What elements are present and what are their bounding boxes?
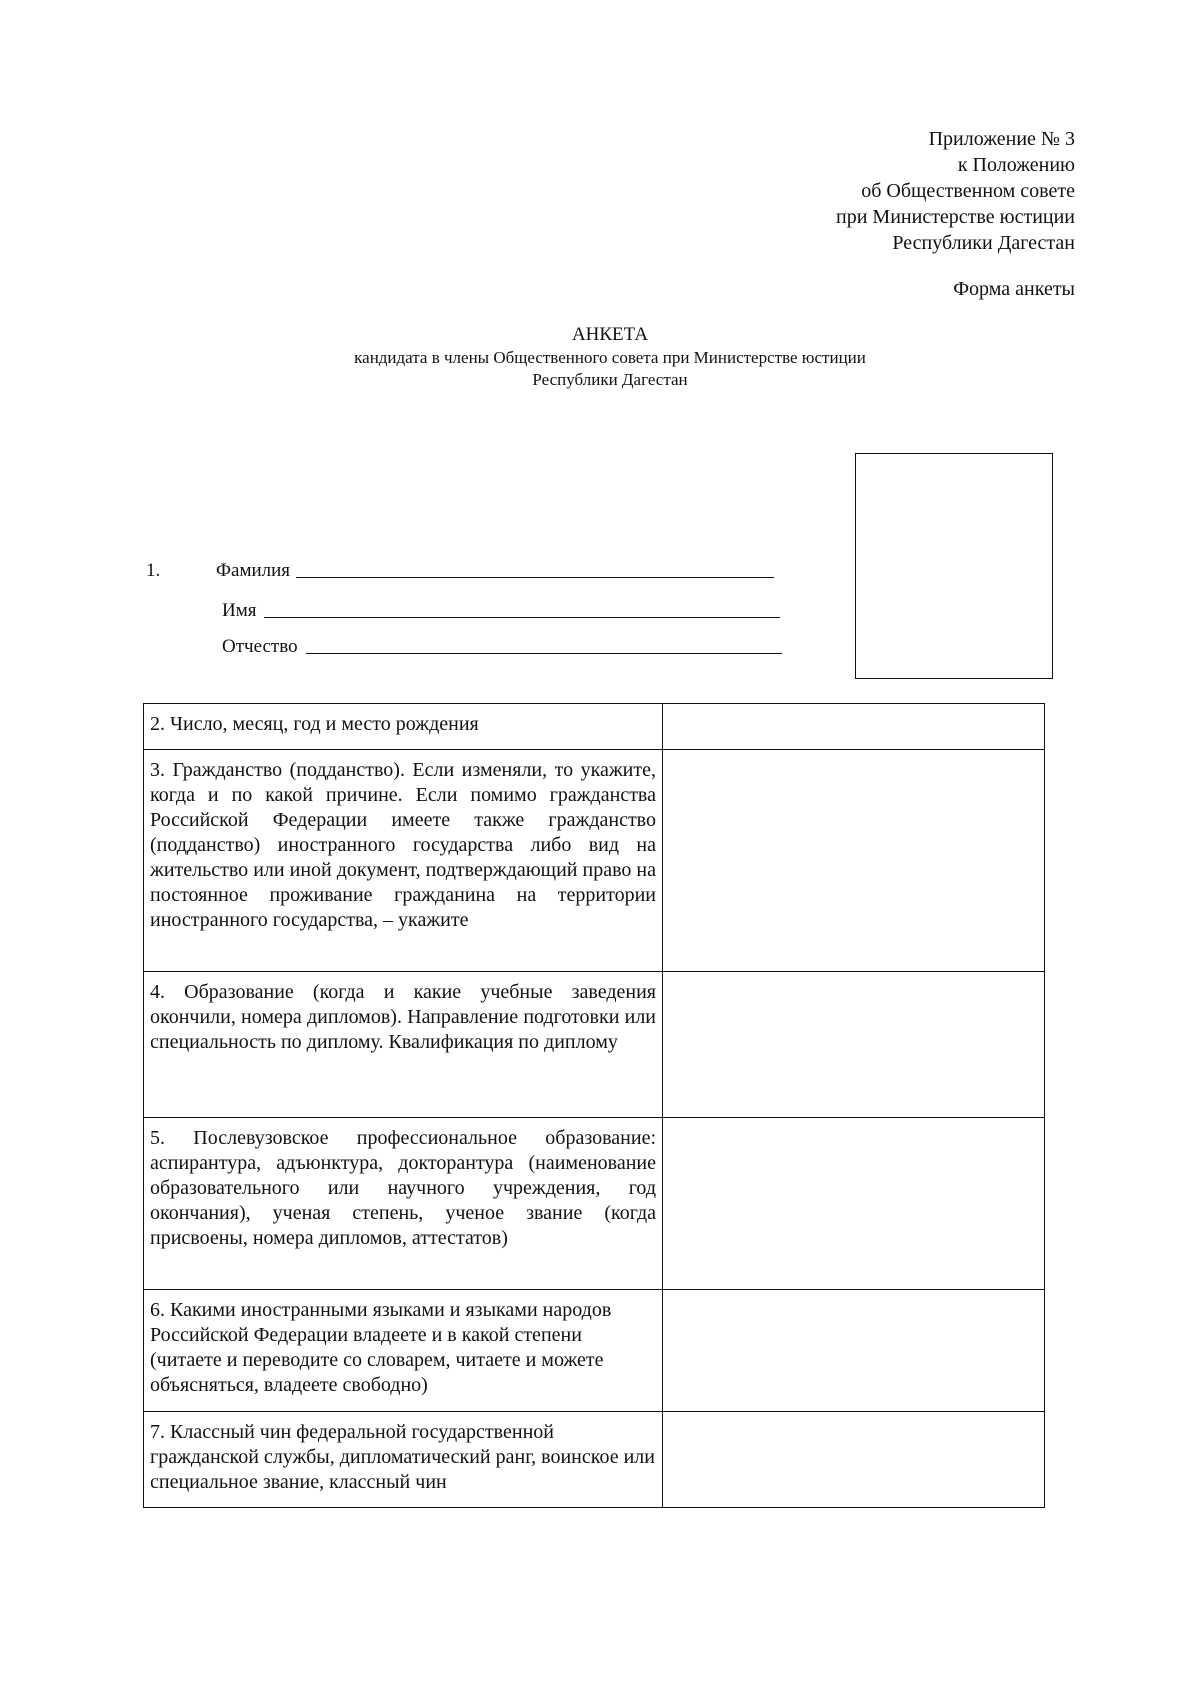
answer-cell[interactable] <box>663 750 1045 972</box>
answer-cell[interactable] <box>663 1290 1045 1412</box>
appendix-line: Приложение № 3 <box>928 128 1075 150</box>
surname-field[interactable] <box>296 577 774 578</box>
appendix-line: при Министерстве юстиции <box>836 206 1075 228</box>
first-name-field[interactable] <box>264 617 780 618</box>
answer-cell[interactable] <box>663 972 1045 1118</box>
patronymic-row <box>222 636 298 658</box>
question-cell: 6. Какими иностранными языками и языками народов Российской Федерации владеете и в какой степени (читаете и переводите со словарем, читаете и можете объясняться, владеете свободно) <box>144 1290 663 1412</box>
table-row <box>144 972 1045 1118</box>
question-cell: 7. Классный чин федеральной государственной гражданской службы, дипломатический ранг, воинское или специальное звание, классный чин <box>144 1412 663 1508</box>
document-title: АНКЕТА <box>571 324 649 345</box>
patronymic-field[interactable] <box>306 653 782 654</box>
table-row <box>144 1118 1045 1290</box>
photo-box[interactable] <box>855 453 1053 679</box>
question-cell: 5. Послевузовское профессиональное образование: аспирантура, адъюнктура, докторантура (наименование образовательного или научного учреждения, год окончания), ученая степень, ученое звание (когда присвоены, номера дипломов, аттестатов) <box>144 1118 663 1290</box>
answer-cell[interactable] <box>663 1412 1045 1508</box>
answer-cell[interactable] <box>663 1118 1045 1290</box>
appendix-line: к Положению <box>957 154 1075 176</box>
first-name-row <box>222 600 256 622</box>
question-cell: 2. Число, месяц, год и место рождения <box>144 704 663 750</box>
surname-row <box>146 560 291 582</box>
appendix-line: об Общественном совете <box>861 180 1075 202</box>
table-row <box>144 750 1045 972</box>
title-block <box>0 323 1200 391</box>
appendix-reference <box>836 126 1075 256</box>
appendix-line: Республики Дагестан <box>892 232 1075 254</box>
document-subtitle-line: Республики Дагестан <box>532 370 688 389</box>
first-name-label: Имя <box>222 600 257 621</box>
patronymic-label: Отчество <box>222 636 298 657</box>
questionnaire-table <box>143 703 1045 1508</box>
document-subtitle-line: кандидата в члены Общественного совета при Министерстве юстиции <box>354 348 866 367</box>
section-number: 1. <box>146 560 161 581</box>
table-row <box>144 1290 1045 1412</box>
surname-label: Фамилия <box>216 560 291 581</box>
form-name: Форма анкеты <box>953 278 1075 300</box>
question-cell: 3. Гражданство (подданство). Если изменяли, то укажите, когда и по какой причине. Если помимо гражданства Российской Федерации имеете также гражданство (подданство) иностранного государства либо вид на жительство или иной документ, подтверждающий право на постоянное проживание гражданина на территории иностранного государства, – укажите <box>144 750 663 972</box>
answer-cell[interactable] <box>663 704 1045 750</box>
table-row <box>144 704 1045 750</box>
table-row <box>144 1412 1045 1508</box>
question-cell: 4. Образование (когда и какие учебные заведения окончили, номера дипломов). Направление подготовки или специальность по диплому. Квалификация по диплому <box>144 972 663 1118</box>
